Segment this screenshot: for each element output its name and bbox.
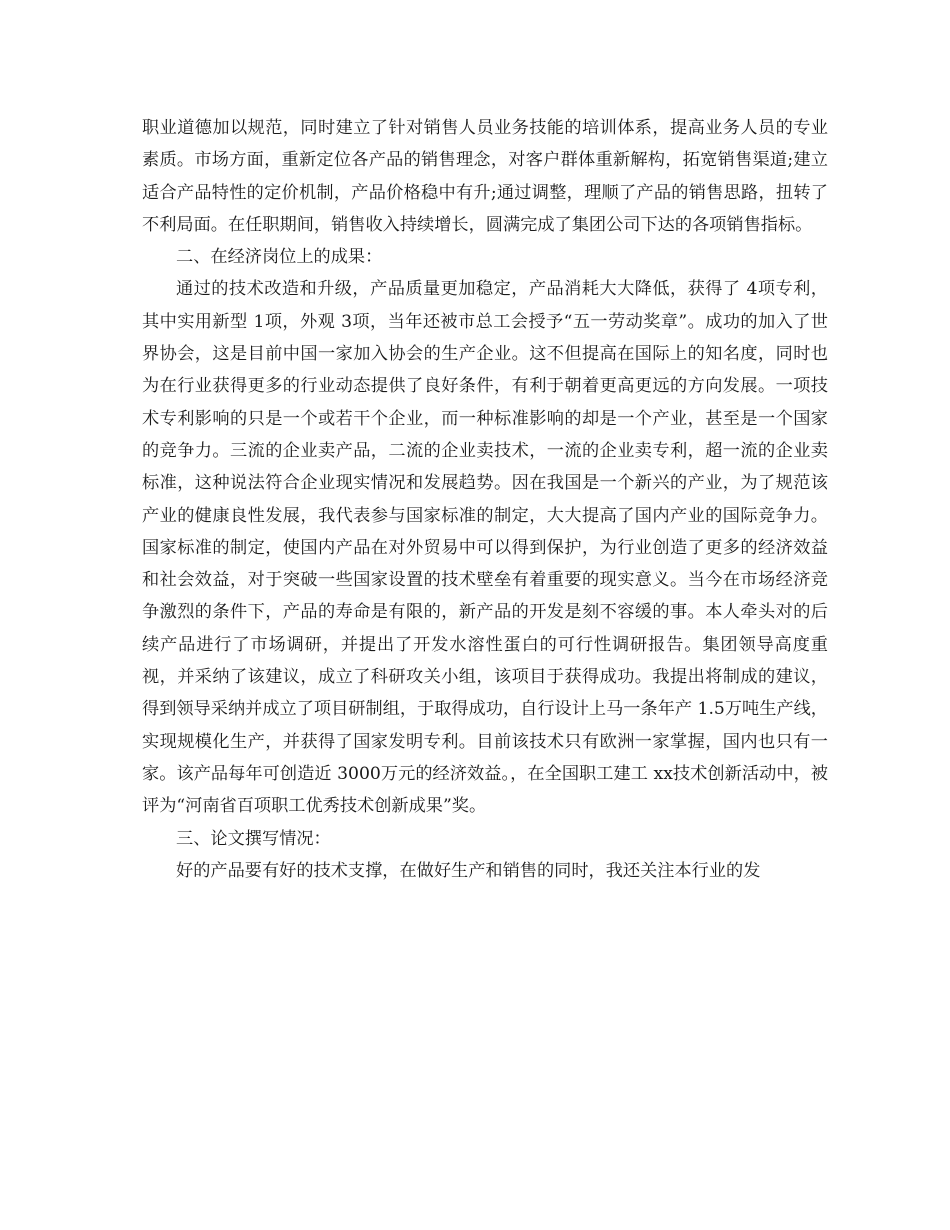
paragraph-technical-achievements: 通过的技术改造和升级，产品质量更加稳定，产品消耗大大降低，获得了 4项专利，其中实用新型 1项，外观 3项，当年还被市总工会授予“五一劳动奖章”。成功的加入了世界协会，这是目前中国一家加入协会的生产企业。这不但提高在国际上的知名度，同时也为在行业获得更多的行业动态提供了良好条件，有利于朝着更高更远的方向发展。一项技术专利影响的只是一个或若干个企业，而一种标准影响的却是一个产业，甚至是一个国家的竞争力。三流的企业卖产品，二流的企业卖技术，一流的企业卖专利，超一流的企业卖标准，这种说法符合企业现实情况和发展趋势。因在我国是一个新兴的产业，为了规范该产业的健康良性发展，我代表参与国家标准的制定，大大提高了国内产业的国际竞争力。国家标准的制定，使国内产品在对外贸易中可以得到保护，为行业创造了更多的经济效益和社会效益，对于突破一些国家设置的技术壁垒有着重要的现实意义。当今在市场经济竞争激烈的条件下，产品的寿命是有限的，新产品的开发是刻不容缓的事。本人牵头对的后续产品进行了市场调研，并提出了开发水溶性蛋白的可行性调研报告。集团领导高度重视，并采纳了该建议，成立了科研攻关小组，该项目于获得成功。我提出将制成的建议，得到领导采纳并成立了项目研制组，于取得成功，自行设计上马一条年产 1.5万吨生产线，实现规模化生产，并获得了国家发明专利。目前该技术只有欧洲一家掌握，国内也只有一家。该产品每年可创造近 3000万元的经济效益。，在全国职工建工 xx技术创新活动中，被评为“河南省百项职工优秀技术创新成果”奖。 [142,279,828,817]
document-body [142,112,828,887]
heading-economic-achievements: 二、在经济岗位上的成果： [176,247,383,268]
paragraph-sales-continued: 职业道德加以规范，同时建立了针对销售人员业务技能的培训体系，提高业务人员的专业素质。市场方面，重新定位各产品的销售理念，对客户群体重新解构，拓宽销售渠道;建立适合产品特性的定价机制，产品价格稳中有升;通过调整，理顺了产品的销售思路，扭转了不利局面。在任职期间，销售收入持续增长，圆满完成了集团公司下达的各项销售指标。 [142,118,828,235]
paragraph-technical-support: 好的产品要有好的技术支撑，在做好生产和销售的同时，我还关注本行业的发 [176,860,761,881]
heading-paper-writing: 三、论文撰写情况： [176,828,331,849]
